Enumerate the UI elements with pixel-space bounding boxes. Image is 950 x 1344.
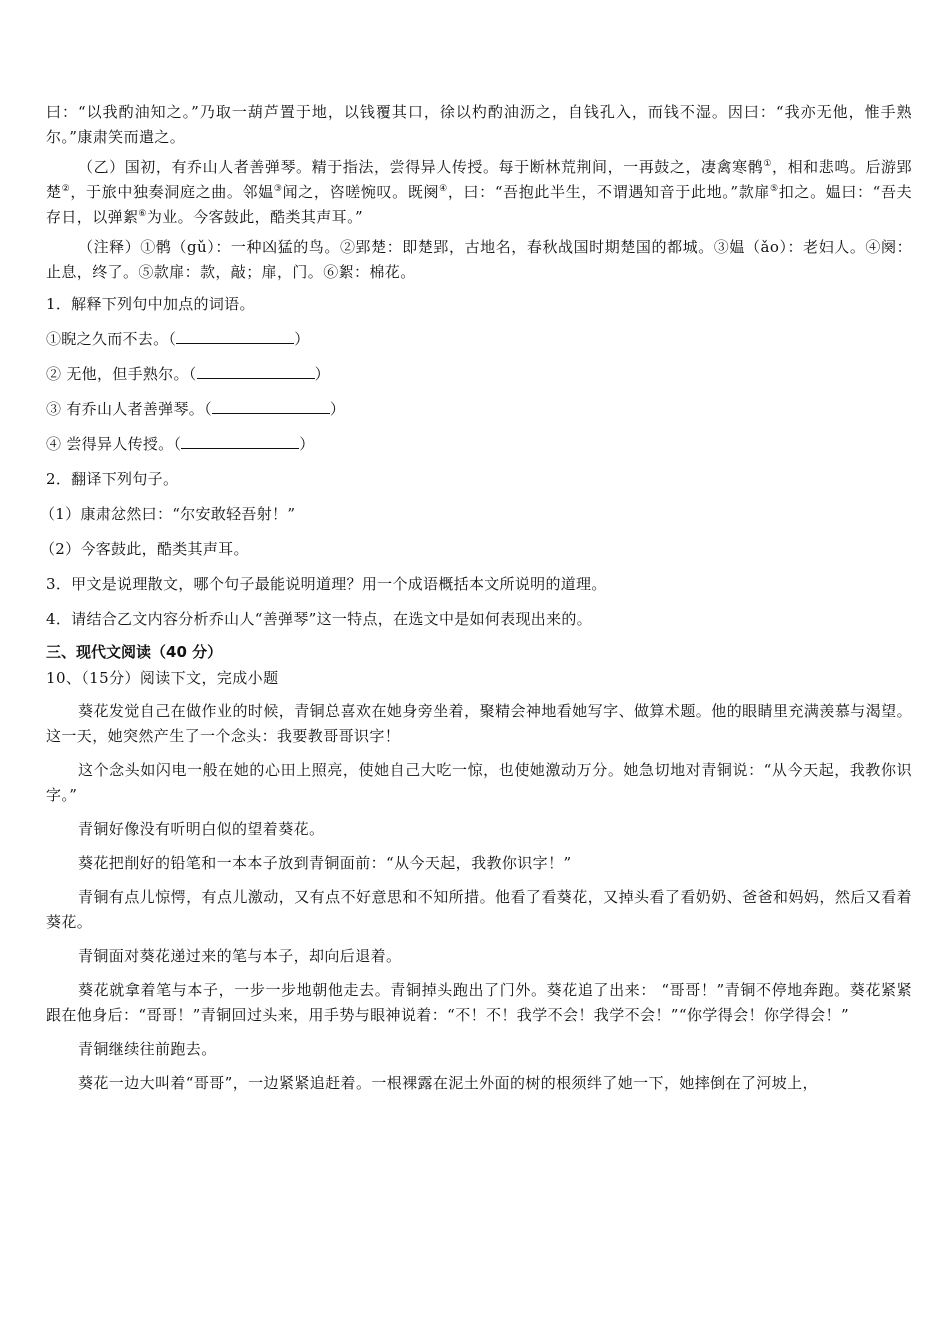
story-paragraph: 葵花发觉自己在做作业的时候，青铜总喜欢在她身旁坐着，聚精会神地看她写字、做算术题。他的眼睛里充满羡慕与渴望。这一天，她突然产生了一个念头：我要教哥哥识字！	[46, 702, 912, 745]
q1-item-close: ）	[314, 365, 330, 383]
question-10: 10、（15分）阅读下文，完成小题	[46, 669, 279, 687]
q1-item	[46, 427, 912, 462]
story-paragraph: 这个念头如闪电一般在她的心田上照亮，使她自己大吃一惊，也使她激动万分。她急切地对青铜说：“从今天起，我教你识字。”	[46, 761, 912, 804]
story-paragraph: 青铜面对葵花递过来的笔与本子，却向后退着。	[78, 947, 402, 965]
story-paragraph: 葵花一边大叫着“哥哥”，一边紧紧追赶着。一根裸露在泥土外面的树的根须绊了她一下，她摔倒在了河坡上，	[78, 1074, 818, 1092]
q2-item: （1）康肃忿然曰：“尔安敢轻吾射！”	[40, 505, 296, 523]
footnote-mark: ②	[61, 184, 71, 194]
annotations: （注释）①鹘（gǔ）：一种凶猛的鸟。②郢楚：即楚郢，古地名，春秋战国时期楚国的都城。③媪（ǎo）：老妇人。④阕：止息，终了。⑤款扉：款，敲；扉，门。⑥絮：棉花。	[46, 238, 912, 281]
passage-b-text: ，于旅中独奏洞庭之曲。邻媪	[70, 183, 274, 201]
story-paragraph: 葵花把削好的铅笔和一本本子放到青铜面前：“从今天起，我教你识字！”	[78, 854, 572, 872]
q1-item-text: ② 无他，但手熟尔。（	[46, 365, 197, 383]
passage-b-text: 为业。今客鼓此，酷类其声耳。”	[146, 208, 364, 226]
q1-item-text: ①睨之久而不去。（	[46, 330, 177, 348]
question-3: 3．甲文是说理散文，哪个句子最能说明道理？用一个成语概括本文所说明的道理。	[46, 575, 607, 593]
answer-blank[interactable]	[197, 364, 315, 379]
q1-item-close: ）	[299, 435, 315, 453]
story-paragraph: 青铜有点儿惊愕，有点儿激动，又有点不好意思和不知所措。他看了看葵花，又掉头看了看奶奶、爸爸和妈妈，然后又看着葵花。	[46, 888, 912, 931]
footnote-mark: ③	[273, 184, 283, 194]
answer-blank[interactable]	[212, 399, 330, 414]
story-paragraph: 葵花就拿着笔与本子，一步一步地朝他走去。青铜掉头跑出了门外。葵花追了出来： “哥哥！”青铜不停地奔跑。葵花紧紧跟在他身后：“哥哥！”青铜回过头来，用手势与眼神说着：“不！不！我学不会！我学不会！”“你学得会！你学得会！”	[46, 981, 912, 1024]
footnote-mark: ①	[763, 159, 772, 169]
q1-item	[46, 322, 912, 357]
question-2: 2．翻译下列句子。	[46, 470, 179, 488]
footnote-mark: ⑥	[138, 209, 147, 219]
story-text	[46, 699, 912, 1096]
q1-item-close: ）	[294, 330, 310, 348]
passage-b-text: ，相和悲鸣。后游郢楚	[46, 158, 913, 201]
passage-a-tail: 曰：“以我酌油知之。”乃取一葫芦置于地，以钱覆其口，徐以杓酌油沥之，自钱孔入，而钱不湿。因曰：“我亦无他，惟手熟尔。”康肃笑而遣之。	[46, 103, 912, 146]
footnote-mark: ⑤	[770, 184, 779, 194]
story-paragraph: 青铜继续往前跑去。	[78, 1040, 217, 1058]
document-page	[40, 100, 913, 1096]
passage-b-text: （乙）国初，有乔山人者善弹琴。精于指法，尝得异人传授。每于断林荒荆间，一再鼓之，凄禽寒鹘	[78, 158, 764, 176]
q1-item-text: ③ 有乔山人者善弹琴。（	[46, 400, 212, 418]
q1-item-close: ）	[329, 400, 346, 418]
q1-item	[46, 357, 912, 392]
question-4: 4．请结合乙文内容分析乔山人“善弹琴”这一特点，在选文中是如何表现出来的。	[46, 610, 592, 628]
passage-b	[46, 155, 912, 230]
q1-item-text: ④ 尝得异人传授。（	[46, 435, 182, 453]
question-1: 1．解释下列句中加点的词语。	[46, 295, 255, 313]
q2-item: （2）今客鼓此，酷类其声耳。	[40, 540, 249, 558]
footnote-mark: ④	[439, 184, 448, 194]
section-title: 三、现代文阅读（40 分）	[46, 643, 223, 661]
passage-b-text: 闻之，咨嗟惋叹。既阕	[282, 183, 440, 201]
answer-blank[interactable]	[181, 434, 299, 449]
passage-b-text: 扣之。媪曰：“吾夫存日，以弹絮	[46, 183, 913, 226]
q1-item	[46, 392, 912, 427]
story-paragraph: 青铜好像没有听明白似的望着葵花。	[78, 820, 325, 838]
answer-blank[interactable]	[176, 329, 294, 344]
passage-b-text: ，曰：“吾抱此半生，不谓遇知音于此地。”款扉	[447, 183, 771, 201]
